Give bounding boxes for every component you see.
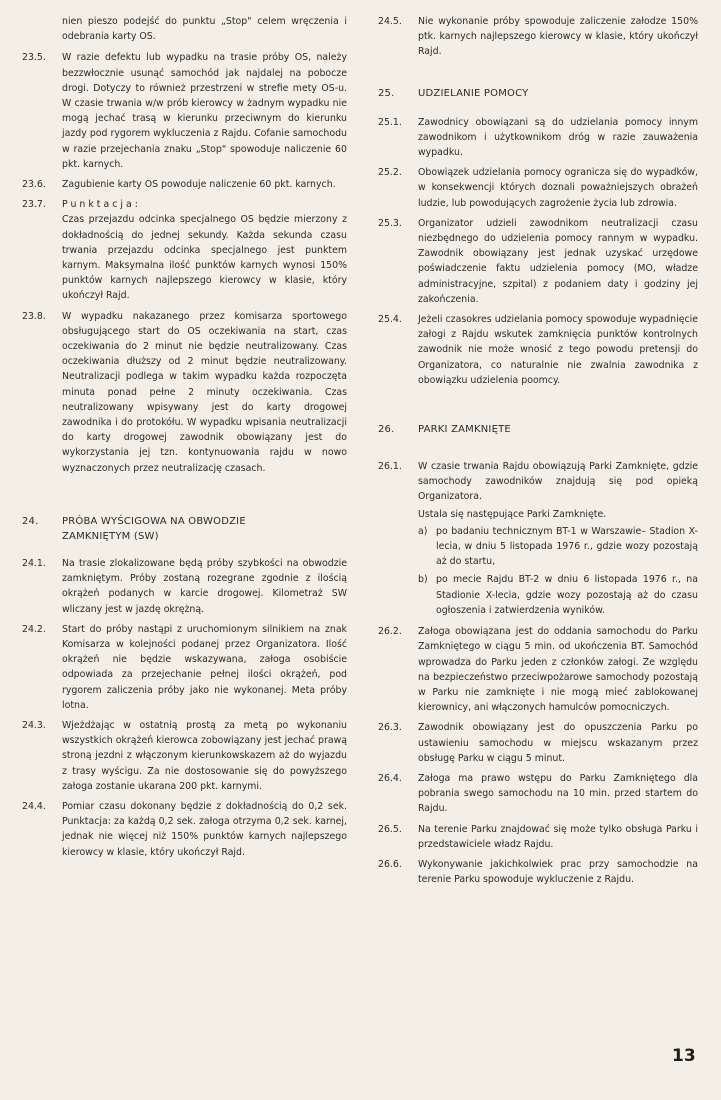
sub-item-text: po mecie Rajdu BT-2 w dniu 6 listopada 1976 r., na Stadionie X-lecia, gdzie wozy pozostają aż do czasu ogłoszenia i zatwierdzenia wyników. — [436, 574, 698, 616]
paragraph-body — [62, 197, 347, 303]
sub-item-b — [418, 572, 698, 618]
paragraph-text: Na trasie zlokalizowane będą próby szybkości na obwodzie zamkniętym. Próby zostaną rozegrane zgodnie z ilością okrążeń podanych w karcie drogowej. Kilometraż SW wliczany jest w jazdę okrężną. — [62, 557, 347, 615]
paragraph-number: 24.1. — [22, 557, 46, 569]
paragraph-number: 26.6. — [378, 858, 402, 870]
left-column — [22, 14, 347, 865]
paragraph-text: Pomiar czasu dokonany będzie z dokładnością do 0,2 sek. Punktacja: za każdą 0,2 sek. załoga otrzyma 0,2 sek. karnej, jednak nie więcej niż 150% punktów karnych najlepszego kierowcy w klasie, który ukończył Rajd. — [62, 800, 347, 858]
paragraph-25-4 — [378, 312, 698, 388]
paragraph-text: Wykonywanie jakichkolwiek prac przy samochodzie na terenie Parku spowoduje wykluczenie z Rajdu. — [418, 858, 698, 886]
paragraph-text: Jeżeli czasokres udzielania pomocy spowoduje wypadnięcie załogi z Rajdu wskutek zamknięcia punktów kontrolnych zawodnik nie może wnosić z tego powodu pretensji do Organizatora, co naturalnie nie zwalnia zawodnika z obowiązku udzielenia poomcy. — [418, 314, 698, 386]
paragraph-26-2 — [378, 624, 698, 715]
paragraph-number: 25.4. — [378, 314, 402, 326]
section-heading-25 — [378, 86, 698, 101]
paragraph-number: 23.8. — [22, 310, 46, 322]
paragraph-text: Czas przejazdu odcinka specjalnego OS będzie mierzony z dokładnością do jednej sekundy. Każda sekunda czasu trwania przejazdu odcinka specjalnego jest punktem karnym. Maksymalna ilość punktów karnych wynosi 150% punktów karnych najlepszego kierowcy w klasie, który ukończył Rajd. — [62, 214, 347, 302]
sub-item-letter: a) — [418, 525, 428, 537]
paragraph-26-5 — [378, 822, 698, 852]
paragraph-number: 24.5. — [378, 16, 402, 27]
paragraph-number: 24.4. — [22, 800, 46, 812]
sub-item-letter: b) — [418, 574, 428, 586]
paragraph-continuation: nien pieszo podejść do punktu „Stop" celem wręczenia i odebrania karty OS. — [62, 16, 347, 43]
section-number: 25. — [378, 87, 395, 99]
paragraph-23-6 — [22, 177, 347, 192]
paragraph-text: Start do próby nastąpi z uruchomionym silnikiem na znak Komisarza w kolejności podanej przez Organizatora. Ilość okrążeń nie będzie wskazywana, załoga osobiście odpowiada za przejechanie pełnej ilości okrążeń, pod rygorem zaliczenia próby jako nie wykonanej. Meta próby lotna. — [62, 623, 347, 711]
paragraph-number: 26.1. — [378, 461, 402, 473]
paragraph-25-2 — [378, 165, 698, 211]
paragraph-title: Punktacja: — [62, 199, 141, 211]
paragraph-26-1 — [378, 459, 698, 505]
paragraph-text: Załoga ma prawo wstępu do Parku Zamkniętego dla pobrania swego samochodu na 10 min. przed startem do Rajdu. — [418, 772, 698, 815]
section-number: 26. — [378, 424, 395, 436]
paragraph-26-4 — [378, 771, 698, 817]
paragraph-number: 26.3. — [378, 722, 402, 734]
paragraph-23-5 — [22, 50, 347, 172]
paragraph-23-7 — [22, 197, 347, 303]
section-title: PARKI ZAMKNIĘTE — [418, 424, 511, 436]
paragraph-24-5 — [378, 14, 698, 60]
section-title: UDZIELANIE POMOCY — [418, 87, 529, 99]
paragraph-25-1 — [378, 115, 698, 161]
paragraph-26-6 — [378, 857, 698, 887]
paragraph-24-3 — [22, 718, 347, 794]
paragraph-continuation: Ustala się następujące Parki Zamknięte. — [418, 508, 607, 520]
paragraph-text: W czasie trwania Rajdu obowiązują Parki Zamknięte, gdzie samochody zawodników znajdują się pod opieką Organizatora. — [418, 461, 698, 503]
section-heading-26 — [378, 422, 698, 437]
paragraph-text: Załoga obowiązana jest do oddania samochodu do Parku Zamkniętego w ciągu 5 min. od ukończenia BT. Samochód wprowadza do Parku jeden z członków załogi. Ze względu na bezpieczeństwo przeciwpożarowe samochody pozostają w Parku nie zamknięte i nie mogą mieć zablokowanej kierownicy, ani włączonych hamulców pomocniczych. — [418, 626, 698, 714]
paragraph-text: Obowiązek udzielania pomocy ogranicza się do wypadków, w konsekwencji których doznali poważniejszych obrażeń ludzie, lub powodujących zagrożenie życia lub zdrowia. — [418, 167, 698, 209]
paragraph-26-3 — [378, 720, 698, 766]
paragraph-number: 23.6. — [22, 179, 46, 191]
paragraph-text: Nie wykonanie próby spowoduje zaliczenie załodze 150% ptk. karnych najlepszego kierowcy w klasie, który ukończył Rajd. — [418, 16, 698, 58]
paragraph-number: 24.2. — [22, 623, 46, 635]
paragraph-number: 25.2. — [378, 167, 402, 179]
paragraph-number: 23.5. — [22, 52, 46, 64]
paragraph-text: Wjeżdżając w ostatnią prostą za metą po wykonaniu wszystkich okrążeń kierowca zobowiązany jest jechać prawą stroną jezdni z włączonym kierunkowskazem aż do wyjazdu z trasy wyścigu. Za nie dostosowanie się do powyższego załoga zostanie ukarana 200 pkt. karnymi. — [62, 719, 347, 792]
paragraph-24-4 — [22, 799, 347, 860]
page-number: 13 — [672, 1046, 696, 1066]
paragraph-text: Zawodnik obowiązany jest do opuszczenia Parku po ustawieniu samochodu w miejscu wskazanym przez obsługę Parku w ciągu 5 minut. — [418, 722, 698, 764]
paragraph-text: Zawodnicy obowiązani są do udzielania pomocy innym zawodnikom i użytkownikom dróg w razie zauważenia wypadku. — [418, 116, 698, 159]
paragraph-text: W wypadku nakazanego przez komisarza sportowego obsługującego start do OS oczekiwania na start, czas oczekiwania do 2 minut nie będzie neutralizowany. Czas oczekiwania dłuższy od 2 minut będzie neutralizowany. Neutralizacji podlega w takim wypadku każda rozpoczęta minuta ponad pełne 2 minuty oczekiwania. Czas neutralizowany wpisywany jest do karty drogowej zawodnika i do protokółu. W wypadku wpisania neutralizacji do karty drogowej zawodnik obowiązany jest do wykorzystania jej tzn. kontynuowania rajdu w nowo wyznaczonych przez neutralizację czasach. — [62, 310, 347, 474]
section-heading-24 — [22, 514, 347, 544]
right-column — [378, 14, 698, 892]
sub-item-text: po badaniu technicznym BT-1 w Warszawie– Stadion X-lecia, w dniu 5 listopada 1976 r., gdzie wozy pozostają aż do startu, — [436, 525, 698, 568]
paragraph-25-3 — [378, 216, 698, 307]
paragraph-24-1 — [22, 556, 347, 617]
paragraph-number: 25.1. — [378, 116, 402, 128]
paragraph-number: 24.3. — [22, 719, 46, 731]
paragraph-24-2 — [22, 622, 347, 713]
paragraph-number: 25.3. — [378, 217, 402, 229]
paragraph-text: Na terenie Parku znajdować się może tylko obsługa Parku i przedstawiciele władz Rajdu. — [418, 823, 698, 850]
paragraph-text: Organizator udzieli zawodnikom neutralizacji czasu niezbędnego do udzielenia pomocy rannym w wypadku. Zawodnik obowiązany jest jednak uzyskać urzędowe poświadczenie faktu udzielenia pomocy (MO, władze administracyjne, szpital) z podaniem daty i godziny jej zakończenia. — [418, 217, 698, 305]
paragraph-text: Zagubienie karty OS powoduje naliczenie 60 pkt. karnych. — [62, 179, 336, 191]
paragraph-text: W razie defektu lub wypadku na trasie próby OS, należy bezzwłocznie usunąć samochód jak najdalej na pobocze drogi. Dotyczy to również przestrzeni w strefie mety OS-u. W czasie trwania w/w prób kierowcy w żadnym wypadku nie mogą jechać trasą w kierunku przeciwnym do kierunku jazdy pod rygorem wykluczenia z Rajdu. Cofanie samochodu w razie przejechania znaku „Stop" spowoduje naliczenie 60 pkt. karnych. — [62, 52, 347, 170]
paragraph-number: 26.5. — [378, 823, 402, 835]
paragraph-number: 23.7. — [22, 199, 46, 211]
sub-item-a — [418, 524, 698, 570]
section-title: PRÓBA WYŚCIGOWA NA OBWODZIE ZAMKNIĘTYM (SW) — [62, 515, 246, 542]
paragraph-number: 26.2. — [378, 626, 402, 638]
paragraph-number: 26.4. — [378, 772, 402, 784]
sub-list — [378, 524, 698, 618]
paragraph-23-8 — [22, 309, 347, 476]
section-number: 24. — [22, 515, 39, 527]
